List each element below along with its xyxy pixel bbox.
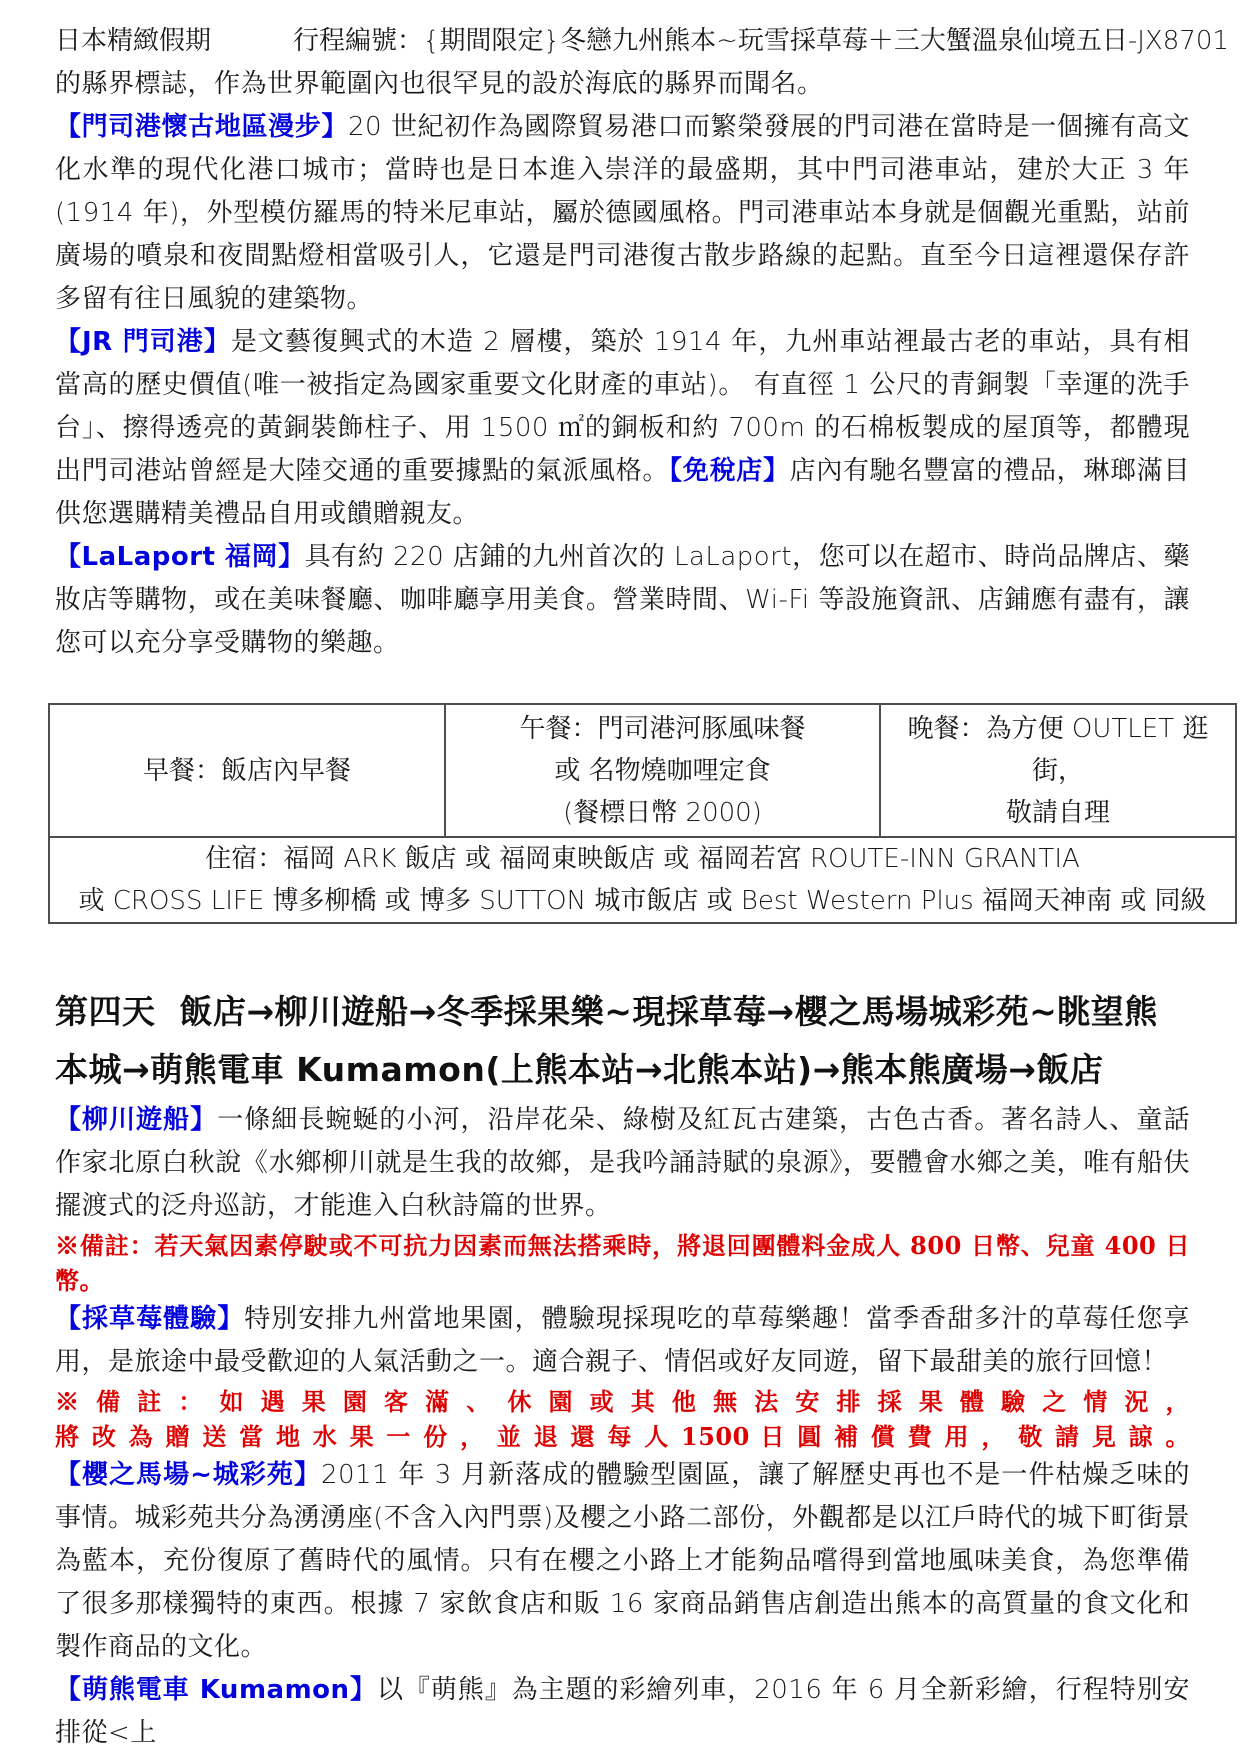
dinner-line-2: 敬請自理 bbox=[1005, 797, 1110, 828]
breakfast-cell bbox=[49, 704, 445, 837]
breakfast-text: 早餐：飯店內早餐 bbox=[142, 755, 351, 786]
moji-walk-paragraph bbox=[55, 106, 1190, 321]
intro-carryover-text: 的縣界標誌，作為世界範圍內也很罕見的設於海底的縣界而聞名。 bbox=[55, 69, 824, 99]
strawberry-refund-note-line1: ※ 備 註 ： 如 遇 果 園 客 滿 、 休 園 或 其 他 無 法 安 排 採 果 體 驗 之 情 況 ， bbox=[55, 1387, 1190, 1416]
section-text-duty-free: 店內有馳名豐富的禮品，琳瑯滿目供您選購精美禮品自用或饋贈親友。 bbox=[55, 456, 1190, 529]
dinner-line-1: 晚餐：為方便 OUTLET 逛街， bbox=[907, 713, 1209, 786]
kumamon-train-paragraph bbox=[55, 1669, 1190, 1755]
trip-code: 行程編號：{期間限定}冬戀九州熊本~玩雪採草莓＋三大蟹溫泉仙境五日-JX8701 bbox=[293, 26, 1229, 56]
meal-table-hotel-row bbox=[49, 837, 1236, 923]
section-text-kumamon-train: 以『萌熊』為主題的彩繪列車，2016 年 6 月全新彩繪，行程特別安排從<上 bbox=[55, 1675, 1190, 1748]
intro-carryover-paragraph bbox=[55, 63, 1190, 106]
section-text-jr-moji: 是文藝復興式的木造 2 層樓，築於 1914 年，九州車站裡最古老的車站，具有相當高的歷史價值(唯一被指定為國家重要文化財產的車站)。 有直徑 1 公尺的青銅製「幸運的洗手台」、擦得透亮的黃銅裝飾柱子、用 1500 ㎡的銅板和約 700m 的石棉板製成的屋頂等，都體現出門司港站曾經是大陸交通的重要據點的氣派風格。 bbox=[55, 327, 1190, 486]
yanagawa-paragraph bbox=[55, 1099, 1190, 1228]
section-tag-moji-walk: 【門司港懷古地區漫步】 bbox=[55, 112, 349, 142]
page-header-line bbox=[55, 20, 1229, 63]
hotel-line-1: 住宿：福岡 ARK 飯店 或 福岡東映飯店 或 福岡若宮 ROUTE-INN GRANTIA bbox=[205, 844, 1080, 874]
hotel-line-2: 或 CROSS LIFE 博多柳橋 或 博多 SUTTON 城市飯店 或 Best Western Plus 福岡天神南 或 同級 bbox=[78, 886, 1207, 916]
lunch-line-2: 或 名物燒咖哩定食 bbox=[554, 755, 771, 786]
strawberry-refund-note bbox=[55, 1384, 1190, 1454]
jr-moji-paragraph bbox=[55, 321, 1190, 536]
meal-table-meals-row bbox=[49, 704, 1236, 837]
section-text-sakuranobaba: 2011 年 3 月新落成的體驗型園區，讓了解歷史再也不是一件枯燥乏味的事情。城彩苑共分為湧湧座(不含入內門票)及櫻之小路二部份，外觀都是以江戶時代的城下町街景為藍本，充份復原了舊時代的風情。只有在櫻之小路上才能夠品嚐得到當地風味美食，為您準備了很多那樣獨特的東西。根據 7 家飲食店和販 16 家商品銷售店創造出熊本的高質量的食文化和製作商品的文化。 bbox=[55, 1460, 1190, 1662]
hotel-cell bbox=[49, 837, 1236, 923]
brand-label: 日本精緻假期 bbox=[55, 26, 212, 56]
section-tag-jr-moji: 【JR 門司港】 bbox=[55, 327, 231, 357]
meal-table bbox=[48, 703, 1237, 924]
lunch-cell bbox=[445, 704, 880, 837]
section-tag-strawberry: 【採草莓體驗】 bbox=[55, 1304, 245, 1334]
section-text-yanagawa: 一條細長蜿蜒的小河，沿岸花朵、綠樹及紅瓦古建築，古色古香。著名詩人、童話作家北原白秋說《水鄉柳川就是生我的故鄉，是我吟誦詩賦的泉源》，要體會水鄉之美，唯有船伕擺渡式的泛舟巡訪，才能進入白秋詩篇的世界。 bbox=[55, 1105, 1190, 1221]
dinner-cell bbox=[880, 704, 1236, 837]
section-tag-lalaport: 【LaLaport 福岡】 bbox=[55, 542, 305, 572]
lunch-line-1: 午餐：門司港河豚風味餐 bbox=[519, 713, 806, 744]
section-text-moji-walk: 20 世紀初作為國際貿易港口而繁榮發展的門司港在當時是一個擁有高文化水準的現代化港口城市；當時也是日本進入崇洋的最盛期，其中門司港車站，建於大正 3 年(1914 年)，外型模仿羅馬的特米尼車站，屬於德國風格。門司港車站本身就是個觀光重點，站前廣場的噴泉和夜間點燈相當吸引人，它還是門司港復古散步路線的起點。直至今日這裡還保存許多留有往日風貌的建築物。 bbox=[55, 112, 1190, 314]
lunch-line-3: (餐標日幣 2000) bbox=[563, 797, 762, 828]
day4-heading: 第四天 飯店→柳川遊船→冬季採果樂~現採草莓→櫻之馬場城彩苑~眺望熊本城→萌熊電車 Kumamon(上熊本站→北熊本站)→熊本熊廣場→飯店 bbox=[55, 992, 1158, 1089]
section-tag-duty-free: 【免稅店】 bbox=[669, 456, 790, 486]
strawberry-refund-note-line2: 將 改 為 贈 送 當 地 水 果 一 份 ， 並 退 還 每 人 1500 日 圓 補 償 費 用 ， 敬 請 見 諒 。 bbox=[55, 1422, 1190, 1451]
strawberry-paragraph bbox=[55, 1298, 1190, 1384]
section-text-strawberry: 特別安排九州當地果園，體驗現採現吃的草莓樂趣！當季香甜多汁的草莓任您享用，是旅途中最受歡迎的人氣活動之一。適合親子、情侶或好友同遊，留下最甜美的旅行回憶！ bbox=[55, 1304, 1190, 1377]
section-tag-yanagawa: 【柳川遊船】 bbox=[55, 1105, 218, 1135]
yanagawa-refund-note: ※備註：若天氣因素停駛或不可抗力因素而無法搭乘時，將退回團體料金成人 800 日幣、兒童 400 日幣。 bbox=[55, 1231, 1190, 1295]
section-text-lalaport: 具有約 220 店鋪的九州首次的 LaLaport，您可以在超市、時尚品牌店、藥妝店等購物，或在美味餐廳、咖啡廳享用美食。營業時間、Wi-Fi 等設施資訊、店鋪應有盡有，讓您可以充分享受購物的樂趣。 bbox=[55, 542, 1190, 658]
sakuranobaba-paragraph bbox=[55, 1454, 1190, 1669]
section-tag-sakuranobaba: 【櫻之馬場~城彩苑】 bbox=[55, 1460, 321, 1490]
lalaport-paragraph bbox=[55, 536, 1190, 665]
section-tag-kumamon-train: 【萌熊電車 Kumamon】 bbox=[55, 1675, 377, 1705]
